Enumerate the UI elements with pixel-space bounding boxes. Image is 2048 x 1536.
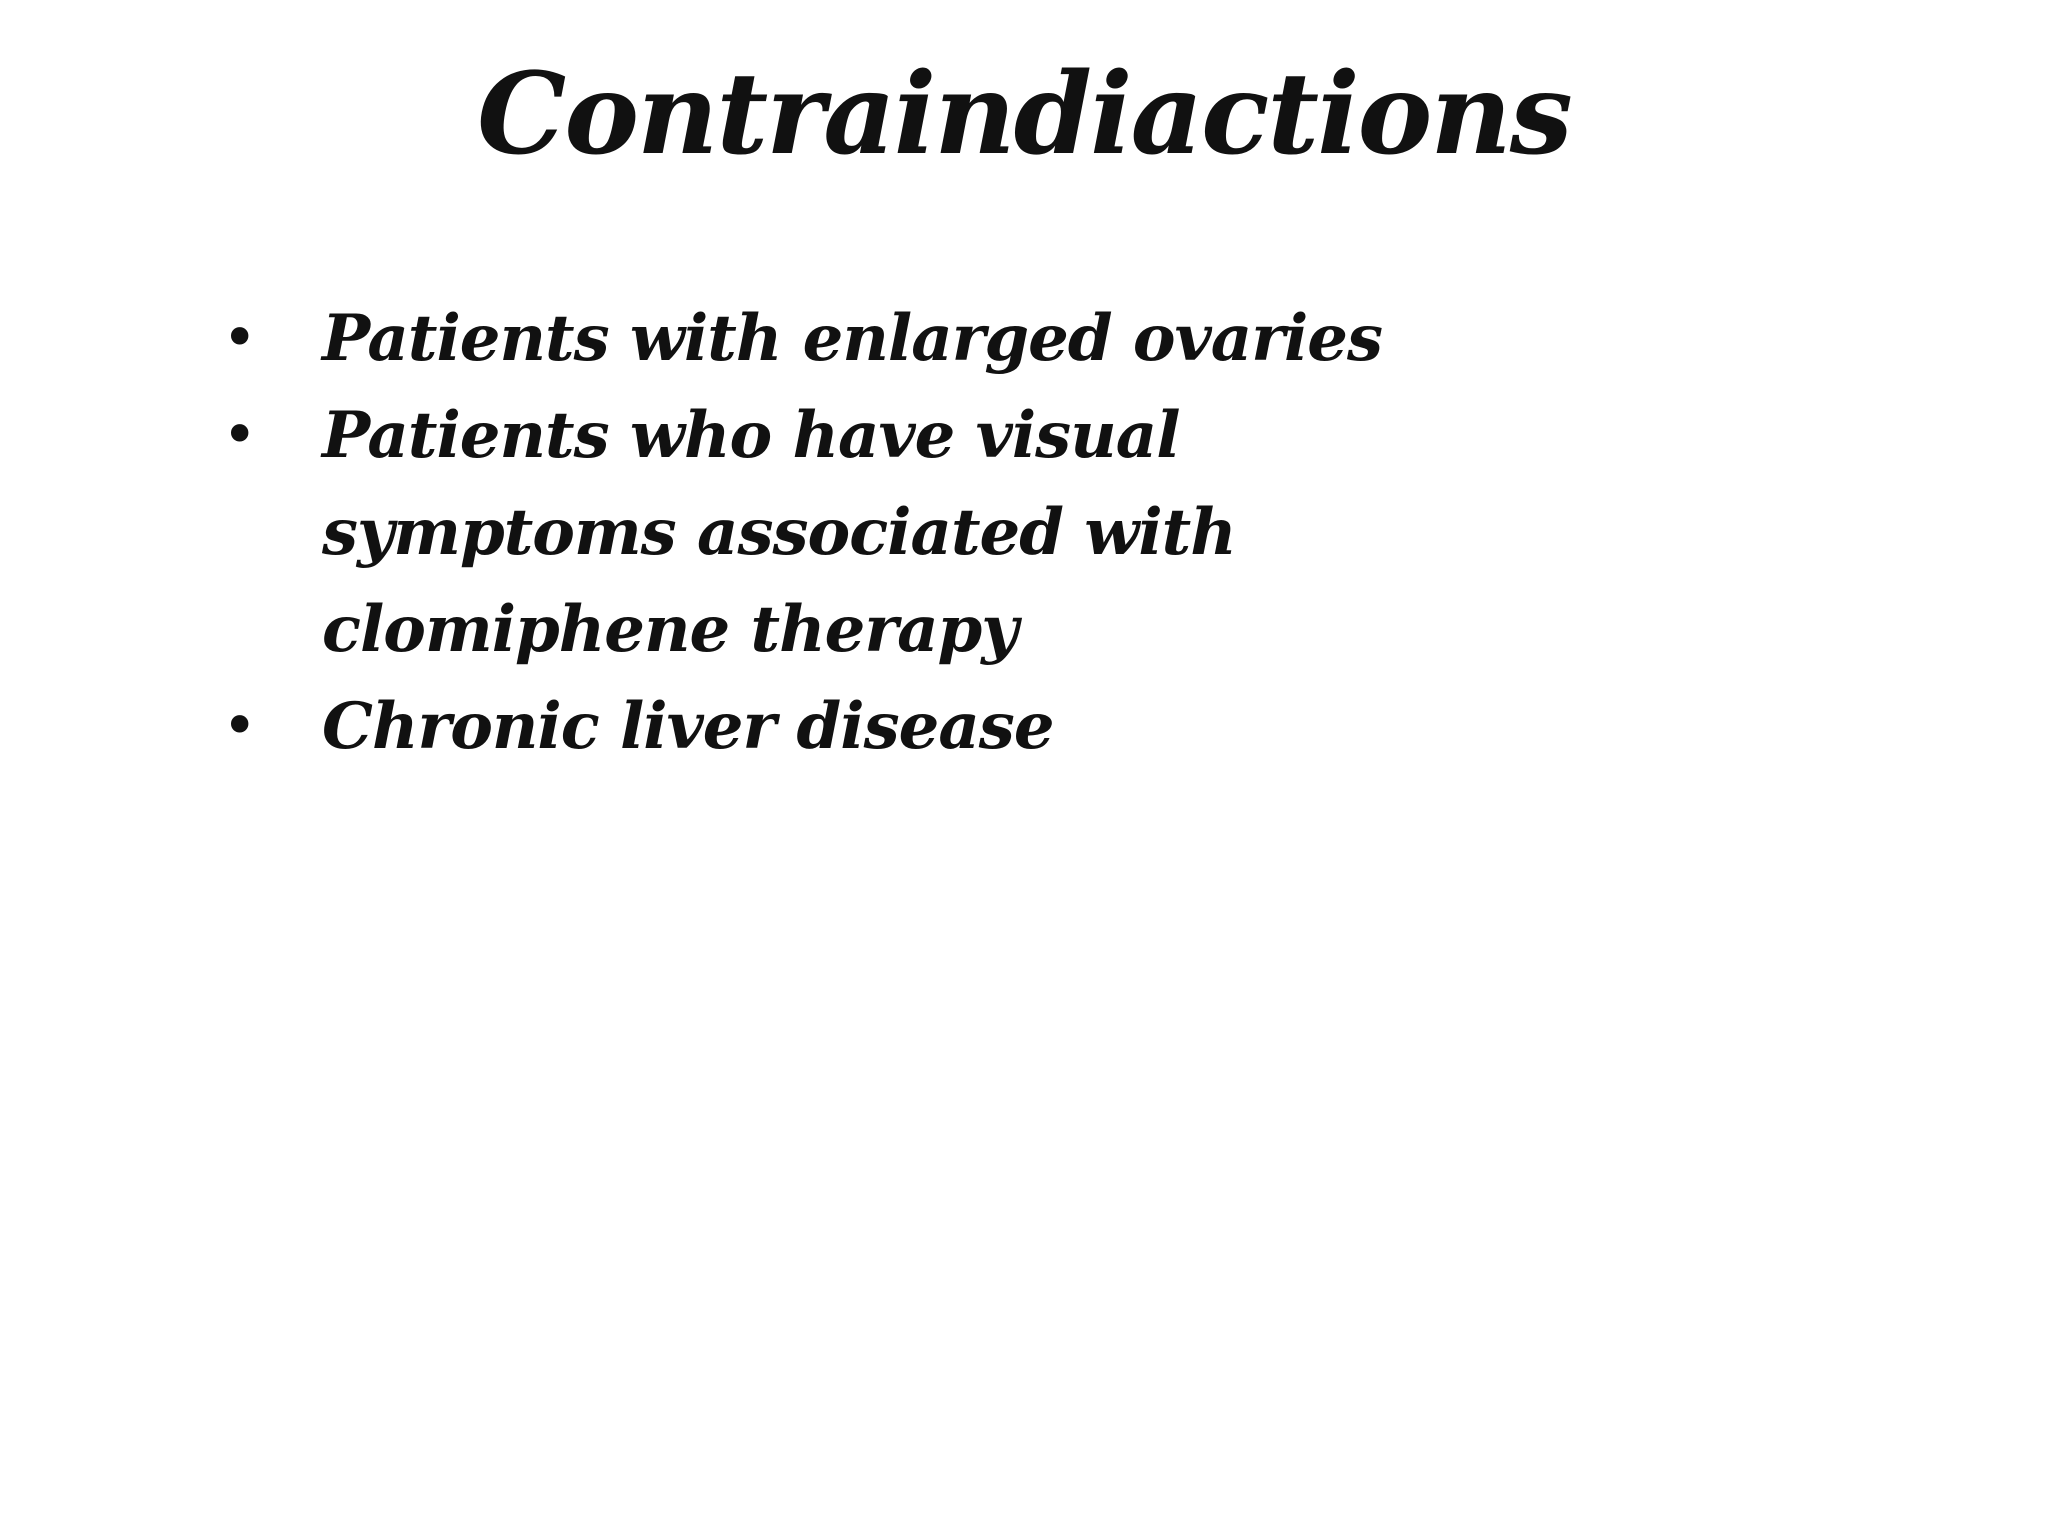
bullet-text: Chronic liver disease	[322, 689, 1054, 764]
bullet-item-liver-disease	[200, 678, 1500, 775]
bullet-icon: •	[222, 400, 257, 470]
bullet-text: Patients with enlarged ovaries	[322, 301, 1383, 376]
bullet-list	[200, 290, 1500, 775]
bullet-item-enlarged-ovaries	[200, 290, 1500, 387]
slide-title: Contraindiactions	[477, 49, 1571, 180]
bullet-icon: •	[222, 303, 257, 373]
bullet-icon: •	[222, 691, 257, 761]
bullet-text: Patients who have visual symptoms associated with clomiphene therapy	[322, 398, 1236, 667]
bullet-item-visual-symptoms	[200, 387, 1500, 678]
